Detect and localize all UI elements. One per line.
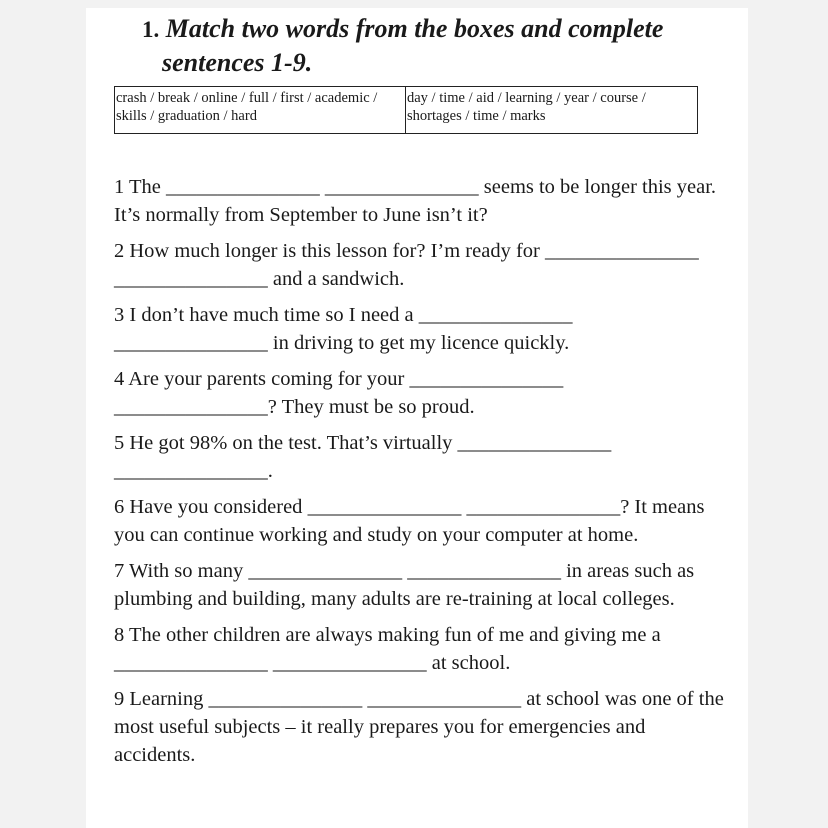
sentence-7: [114, 557, 730, 613]
answer-blank[interactable]: _______________: [409, 368, 564, 390]
sentence-text: seems to be longer this year. It’s normally from September to June isn’t it?: [114, 176, 717, 226]
sentence-8: [114, 621, 730, 677]
answer-blank[interactable]: _______________: [114, 268, 268, 290]
answer-blank[interactable]: _______________: [248, 560, 403, 582]
sentence-5: [114, 429, 730, 485]
sentence-text: 8 The other children are always making fun of me and giving me a: [114, 624, 661, 646]
sentence-text: 7 With so many: [114, 560, 249, 582]
sentence-text: ? It means you can continue working and study on your computer at home.: [114, 496, 705, 546]
exercise-heading: [142, 12, 722, 79]
sentence-text: and a sandwich.: [267, 268, 405, 290]
exercise-number: 1.: [142, 17, 160, 42]
sentence-text: 1 The: [114, 176, 167, 198]
word-box-left: crash / break / online / full / first / academic / skills / graduation / hard: [115, 87, 406, 133]
sentence-9: [114, 685, 730, 769]
answer-blank[interactable]: _______________: [114, 396, 268, 418]
sentence-1: [114, 173, 730, 229]
answer-blank[interactable]: _______________: [166, 176, 320, 198]
word-box-right: day / time / aid / learning / year / course / shortages / time / marks: [407, 90, 646, 124]
answer-blank[interactable]: _______________: [307, 496, 462, 518]
sentence-text: 2 How much longer is this lesson for? I’m ready for: [114, 240, 545, 262]
sentence-2: [114, 237, 730, 293]
answer-blank[interactable]: _______________: [208, 688, 363, 710]
sentence-text: at school.: [426, 652, 511, 674]
sentence-4: [114, 365, 730, 421]
exercise-title-line1: Match two words from the boxes and complete: [165, 14, 664, 43]
sentence-text: in driving to get my licence quickly.: [267, 332, 570, 354]
sentence-text: 9 Learning: [114, 688, 209, 710]
answer-blank[interactable]: _______________: [114, 652, 268, 674]
answer-blank[interactable]: _______________: [466, 496, 621, 518]
sentence-text: 6 Have you considered: [114, 496, 308, 518]
sentence-3: [114, 301, 730, 357]
sentence-text: 3 I don’t have much time so I need a: [114, 304, 419, 326]
worksheet-page: [86, 8, 748, 828]
answer-blank[interactable]: _______________: [114, 332, 268, 354]
word-boxes: [114, 86, 698, 134]
sentence-text: at school was one of the most useful subjects – it really prepares you for emergencies and accidents.: [114, 688, 724, 766]
answer-blank[interactable]: _______________: [324, 176, 479, 198]
sentence-text: ? They must be so proud.: [267, 396, 475, 418]
sentence-text: 5 He got 98% on the test. That’s virtually: [114, 432, 458, 454]
answer-blank[interactable]: _______________: [272, 652, 427, 674]
answer-blank[interactable]: _______________: [544, 240, 699, 262]
answer-blank[interactable]: _______________: [407, 560, 561, 582]
answer-blank[interactable]: _______________: [418, 304, 573, 326]
answer-blank[interactable]: _______________: [457, 432, 612, 454]
sentence-list: [114, 173, 730, 777]
sentence-text: in areas such as plumbing and building, many adults are re-training at local colleges.: [114, 560, 695, 610]
answer-blank[interactable]: _______________: [367, 688, 522, 710]
exercise-title-line2: sentences 1-9.: [162, 48, 313, 77]
answer-blank[interactable]: _______________: [114, 460, 268, 482]
sentence-6: [114, 493, 730, 549]
sentence-text: 4 Are your parents coming for your: [114, 368, 410, 390]
sentence-text: .: [267, 460, 273, 482]
